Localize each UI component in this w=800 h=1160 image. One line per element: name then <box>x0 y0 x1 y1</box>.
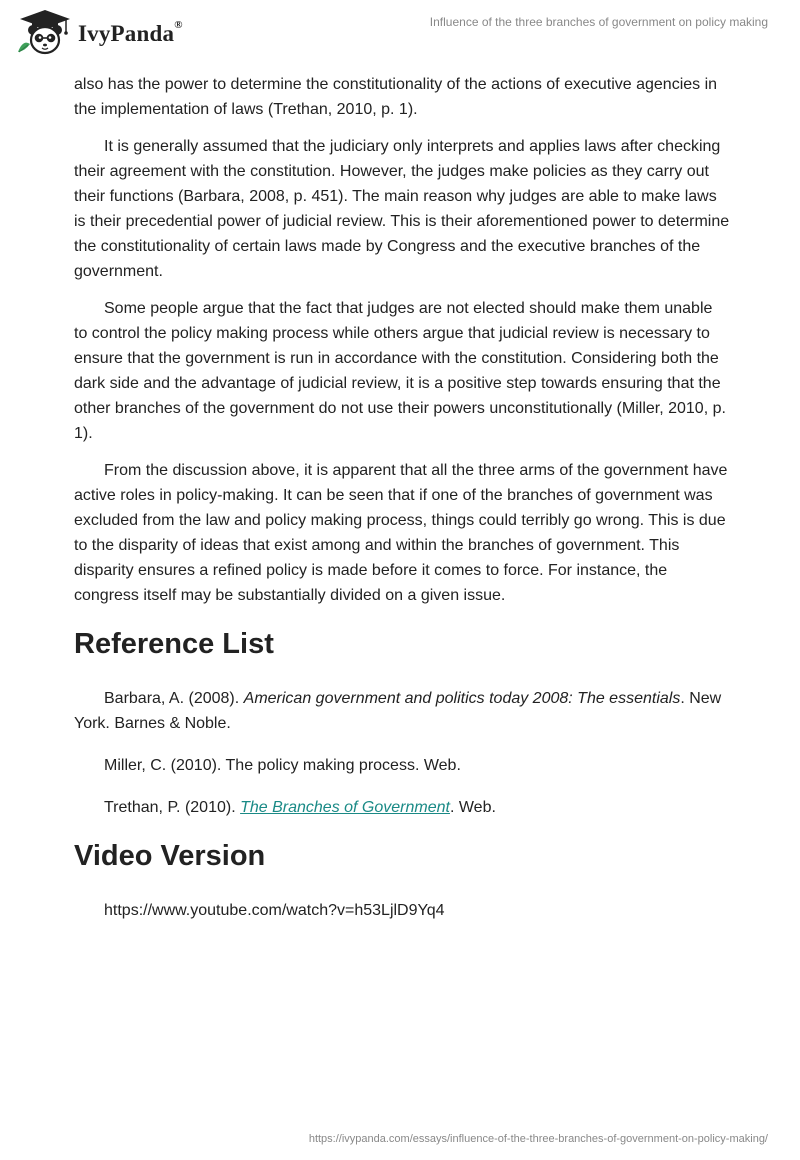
document-title: Influence of the three branches of government on policy making <box>429 15 768 29</box>
registered-mark: ® <box>174 19 183 31</box>
reference-item-trethan: Trethan, P. (2010). The Branches of Government. Web. <box>104 799 496 816</box>
reference-item-barbara: Barbara, A. (2008). American government and politics today 2008: The essentials. New York. Barnes & Noble. <box>74 690 722 732</box>
page-header <box>0 0 800 64</box>
paragraph: From the discussion above, it is apparent that all the three arms of the government have active roles in policy-making. It can be seen that if one of the branches of government was excluded from the law and policy making process, things could terribly go wrong. This is due to the disparity of ideas that exist among and within the branches of government. This disparity ensures a refined policy is made before it comes to force. For instance, the congress itself may be substantially divided on a given issue. <box>74 462 728 604</box>
video-url[interactable]: https://www.youtube.com/watch?v=h53LjlD9Yq4 <box>104 902 445 919</box>
reference-title: American government and politics today 2008: The essentials <box>243 690 681 707</box>
page-source-url[interactable]: https://ivypanda.com/essays/influence-of-the-three-branches-of-government-on-policy-making/ <box>308 1133 768 1145</box>
paragraph-continued: also has the power to determine the constitutionality of the actions of executive agencies in the implementation of laws (Trethan, 2010, p. 1). <box>74 76 718 118</box>
reference-item-miller: Miller, C. (2010). The policy making process. Web. <box>104 757 461 774</box>
essay-content <box>74 72 730 940</box>
reference-list-heading: Reference List <box>74 628 274 660</box>
paragraph: Some people argue that the fact that judges are not elected should make them unable to control the policy making process while others argue that judicial review is necessary to ensure that the government is run in accordance with the constitution. Considering both the dark side and the advantage of judicial review, it is a positive step towards ensuring that the other branches of the government do not use their powers unconstitutionally (Miller, 2010, p. 1). <box>74 300 726 442</box>
panda-graduate-icon <box>14 8 76 58</box>
reference-link-branches-of-government[interactable]: The Branches of Government <box>240 799 450 816</box>
paragraph: It is generally assumed that the judiciary only interprets and applies laws after checking their agreement with the constitution. However, the judges make policies as they carry out their functions (Barbara, 2008, p. 451). The main reason why judges are able to make laws is their precedential power of judicial review. This is their aforementioned power to determine the constitutionality of certain laws made by Congress and the executive branches of the government. <box>74 138 730 280</box>
brand-name: IvyPanda® <box>78 19 183 46</box>
ivypanda-logo[interactable] <box>14 8 183 58</box>
video-version-heading: Video Version <box>74 840 266 872</box>
